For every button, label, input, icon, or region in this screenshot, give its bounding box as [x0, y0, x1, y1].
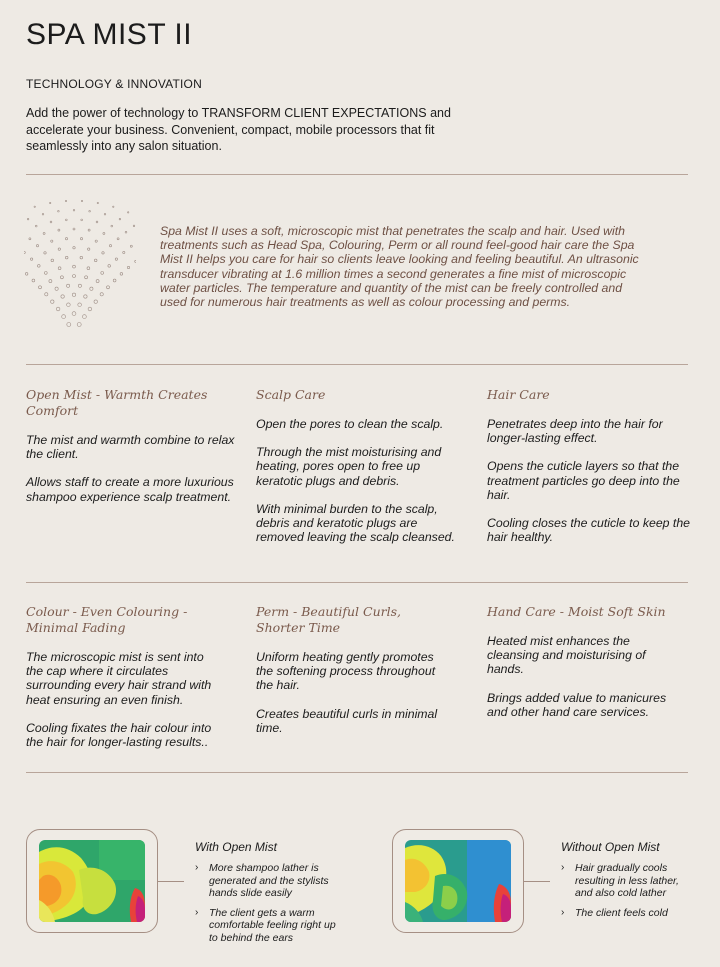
chevron-right-icon: › [195, 906, 199, 918]
mist-dot [29, 238, 31, 240]
page-subtitle: TECHNOLOGY & INNOVATION [26, 77, 202, 91]
mist-dot [51, 259, 54, 262]
mist-dot [113, 279, 116, 282]
mist-dot [50, 202, 51, 203]
feature-text: Heated mist enhances the cleansing and moisturising of hands. [487, 634, 646, 677]
feature-title: Hand Care - Moist Soft Skin [487, 604, 666, 619]
mist-dot [80, 256, 83, 259]
mist-dot [115, 258, 117, 260]
mist-dot [58, 210, 60, 212]
list-item: › The client feels cold [561, 906, 668, 919]
mist-dot [81, 219, 83, 221]
feature-perm [256, 604, 446, 749]
thermal-image-without-mist [405, 840, 511, 922]
mist-dot [77, 323, 81, 327]
feature-open-mist [26, 387, 236, 518]
mist-dot [55, 287, 58, 290]
feature-text: Uniform heating gently promotes the softening process throughout the hair. [256, 650, 436, 693]
feature-text: Brings added value to manicures and other hand care services. [487, 690, 667, 719]
mist-dot [88, 248, 90, 250]
feature-text: With minimal burden to the scalp, debris and keratotic plugs are removed leaving the scalp cleansed. [256, 501, 455, 545]
mist-dot [73, 228, 75, 230]
intro-text: Add the power of technology to TRANSFORM CLIENT EXPECTATIONS and accelerate your business. Convenient, compact, mobile processors that fit seamlessly into any salon situation. [26, 106, 451, 153]
divider [26, 772, 688, 773]
product-description: Spa Mist II uses a soft, microscopic mist that penetrates the scalp and hair. Used with treatments such as Head Spa, Colouring, Perm or all round feel-good hair care the Spa Mist II helps you care for hair so clients leave looking and feeling beautiful. An ultrasonic transducer vibrating at 1.6 million times a second generates a fine mist of microscopic water particles. The temperature and quantity of the mist can be freely controlled and used for numerous hair treatments as well as colour processing and perms. [160, 224, 639, 310]
mist-dot [39, 286, 42, 289]
mist-dot [113, 206, 114, 207]
mist-dot [97, 202, 98, 203]
mist-dot [61, 295, 64, 298]
mist-dot [84, 295, 87, 298]
divider [26, 174, 688, 175]
mist-dot [111, 225, 113, 227]
mist-dot [78, 303, 82, 307]
mist-dot [67, 303, 71, 307]
mist-dot [62, 315, 66, 319]
mist-dot [89, 210, 91, 212]
feature-text: The microscopic mist is sent into the cap where it circulates surrounding every hair strand with heat ensuring an even finish. [26, 650, 212, 707]
mist-dot [78, 284, 81, 287]
feature-hair-care [487, 387, 697, 558]
mist-dot [83, 315, 87, 319]
mist-dot [44, 252, 46, 254]
mist-dot [73, 247, 75, 249]
feature-title: Perm - Beautiful Curls, Shorter Time [256, 604, 401, 635]
feature-text: Allows staff to create a more luxurious shampoo experience scalp treatment. [26, 475, 234, 504]
mist-dot [101, 272, 104, 275]
comparison-list-without [561, 862, 691, 926]
feature-title: Open Mist - Warmth Creates Comfort [26, 387, 208, 418]
mist-spray-icon [24, 193, 136, 339]
divider [26, 582, 688, 583]
mist-dot [43, 232, 45, 234]
thermal-image-card-with [26, 829, 158, 933]
mist-dot [32, 279, 35, 282]
list-item: › More shampoo lather is generated and the stylists hands slide easily [195, 862, 329, 899]
mist-dot [95, 240, 97, 242]
mist-dot [117, 238, 119, 240]
mist-dot [119, 218, 121, 220]
mist-dot [123, 251, 125, 253]
mist-dot [27, 218, 29, 220]
feature-text: Cooling closes the cuticle to keep the hair healthy. [487, 516, 691, 545]
mist-dot [65, 256, 68, 259]
page-title: SPA MIST II [26, 18, 193, 51]
mist-dot [35, 225, 37, 227]
feature-text: The mist and warmth combine to relax the client. [26, 433, 235, 462]
mist-dot [73, 209, 75, 211]
mist-dot [24, 251, 25, 253]
chevron-right-icon: › [561, 862, 565, 873]
feature-text: Creates beautiful curls in minimal time. [256, 706, 438, 735]
list-item: › Hair gradually cools resulting in less lather, and also cold lather [561, 862, 679, 899]
feature-hand-care [487, 604, 672, 733]
feature-text: Through the mist moisturising and heating, pores open to free up keratotic plugs and debris. [256, 445, 442, 488]
mist-dot [94, 259, 97, 262]
mist-dot [88, 307, 92, 311]
comparison-list-with [195, 862, 345, 951]
feature-title: Scalp Care [256, 387, 326, 402]
mist-dot [67, 323, 71, 327]
mist-dot [96, 221, 98, 223]
mist-dot [58, 267, 61, 270]
mist-dot [56, 307, 60, 311]
mist-dot [34, 206, 35, 207]
mist-dot [133, 225, 135, 227]
feature-colour [26, 604, 221, 763]
thermal-image-with-mist [39, 840, 145, 922]
mist-dot [72, 293, 75, 296]
comparison-title-without: Without Open Mist [561, 840, 660, 854]
feature-title: Hair Care [487, 387, 550, 402]
mist-dot [102, 252, 104, 254]
mist-dot [25, 273, 28, 276]
mist-dot [88, 229, 90, 231]
feature-text: Open the pores to clean the scalp. [256, 417, 444, 431]
list-item: › The client gets a warm comfortable feeling right up to behind the ears [195, 906, 336, 944]
mist-dot [30, 258, 32, 260]
feature-scalp-care [256, 387, 466, 558]
mist-dot [81, 200, 82, 201]
mist-dot [80, 238, 82, 240]
connector-line [524, 881, 550, 882]
mist-dot [128, 212, 129, 213]
feature-title: Colour - Even Colouring - Minimal Fading [26, 604, 188, 635]
mist-dot [60, 276, 63, 279]
mist-dot [94, 300, 97, 303]
mist-dot [130, 245, 132, 247]
chevron-right-icon: › [561, 906, 565, 918]
mist-dot [49, 280, 52, 283]
mist-dot [65, 238, 67, 240]
mist-dot [51, 240, 53, 242]
chevron-right-icon: › [195, 862, 199, 873]
mist-dot [58, 229, 60, 231]
mist-dot [65, 200, 66, 201]
mist-dot [73, 265, 76, 268]
comparison-title-with: With Open Mist [195, 840, 277, 854]
mist-dot [100, 293, 103, 296]
mist-dot [73, 275, 76, 278]
divider [26, 364, 688, 365]
connector-line [158, 881, 184, 882]
mist-dot [87, 267, 90, 270]
mist-dot [72, 312, 76, 316]
mist-dot [90, 287, 93, 290]
mist-dot [38, 265, 41, 268]
mist-dot [104, 213, 106, 215]
mist-dot [107, 286, 110, 289]
feature-text: Cooling fixates the hair colour into the hair for longer-lasting results.. [26, 720, 212, 750]
mist-dot [127, 266, 129, 268]
mist-dot [36, 245, 38, 247]
mist-dot [96, 280, 99, 283]
mist-dot [120, 273, 123, 276]
mist-dot [58, 248, 60, 250]
mist-dot [103, 232, 105, 234]
mist-dot [50, 221, 52, 223]
mist-dot [65, 219, 67, 221]
mist-dot [135, 260, 136, 262]
feature-text: Opens the cuticle layers so that the treatment particles go deep into the hair. [487, 459, 680, 502]
mist-dot [109, 245, 111, 247]
mist-dot [42, 213, 44, 215]
mist-dot [45, 293, 48, 296]
mist-dot [51, 300, 54, 303]
mist-dot [125, 231, 127, 233]
feature-text: Penetrates deep into the hair for longer-lasting effect. [487, 417, 663, 446]
mist-dot [108, 265, 111, 268]
thermal-image-card-without [392, 829, 524, 933]
mist-dot [44, 272, 47, 275]
mist-dot [85, 276, 88, 279]
mist-dot [67, 284, 70, 287]
